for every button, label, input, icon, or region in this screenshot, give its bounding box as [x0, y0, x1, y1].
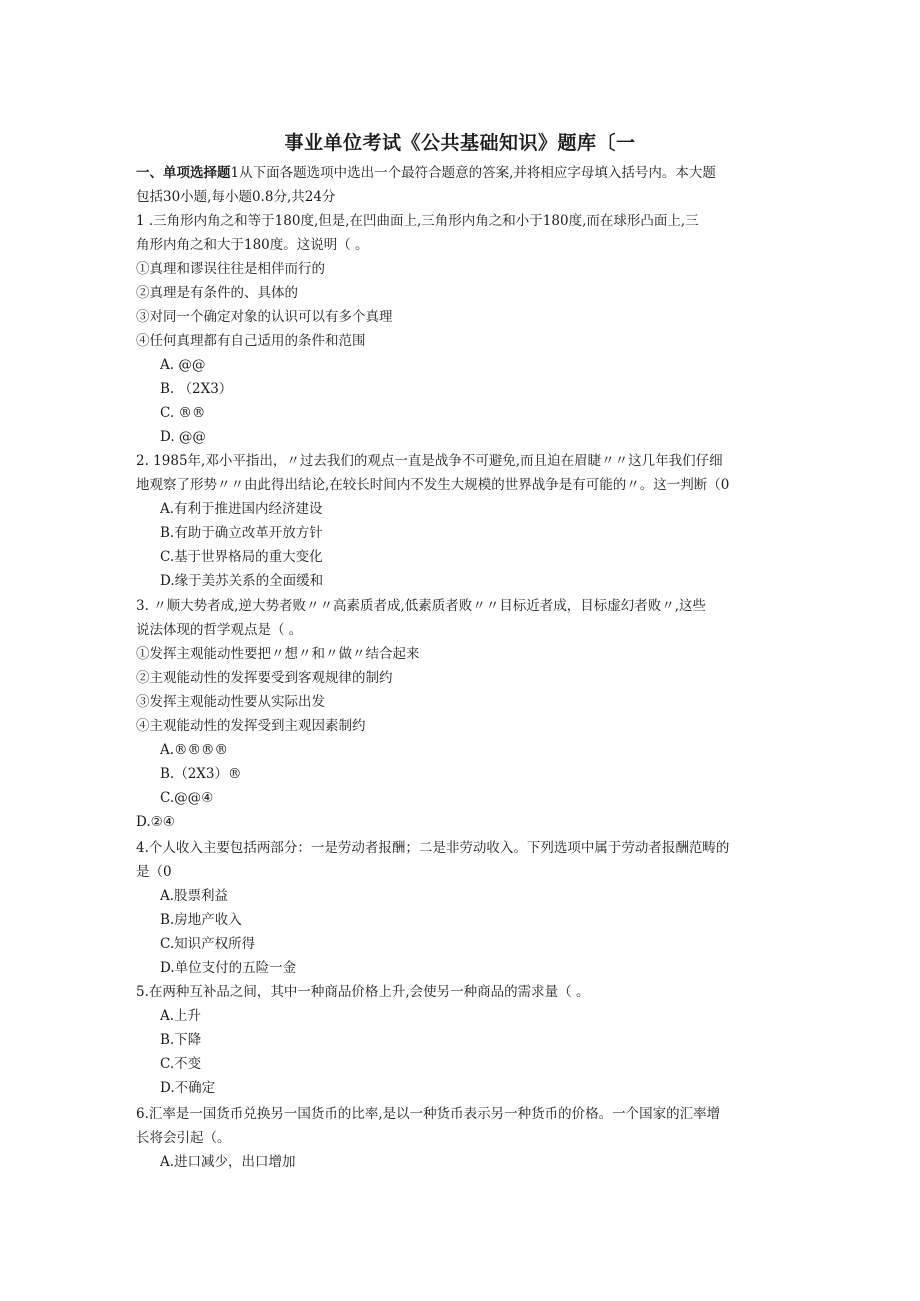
q2-option-c: C.基于世界格局的重大变化 [160, 549, 323, 565]
q1-statement: ①真理和谬误往往是相伴而行的 [136, 261, 325, 277]
q4-option-b: B.房地产收入 [160, 912, 242, 928]
q1-statement: ④任何真理都有自己适用的条件和范围 [136, 333, 366, 349]
q5-option-d: D.不确定 [160, 1080, 216, 1096]
q1-stem-line2: 角形内角之和大于180度。这说明（ 。 [136, 237, 369, 253]
q3-statement: ①发挥主观能动性要把〃想〃和〃做〃结合起来 [136, 646, 420, 662]
q3-statement: ③发挥主观能动性要从实际出发 [136, 694, 325, 710]
q5-option-b: B.下降 [160, 1032, 202, 1048]
q2-stem-line2: 地观察了形势〃〃由此得出结论,在较长时间内不发生大规模的世界战争是有可能的〃。这一判断（0 [136, 477, 730, 493]
q4-option-a: A.股票利益 [160, 888, 229, 904]
section-heading: 一、单项选择题 [136, 165, 231, 181]
q5-option-c: C.不变 [160, 1056, 202, 1072]
q4-option-c: C.知识产权所得 [160, 936, 256, 952]
q4-option-d: D.单位支付的五险一金 [160, 960, 297, 976]
q3-stem-line2: 说法体现的哲学观点是（ 。 [136, 622, 303, 638]
q6-option-a: A.进口减少，出口增加 [160, 1154, 296, 1170]
section-intro [136, 163, 716, 183]
section-intro-line2: 包括30小题,每小题0.8分,共24分 [136, 189, 336, 205]
q2-option-d: D.缘于美苏关系的全面缓和 [160, 573, 324, 589]
page-title: 事业单位考试《公共基础知识》题库〔一 [284, 132, 636, 154]
q1-option-a: A. @@ [160, 357, 206, 373]
q6-stem-line1: 6.汇率是一国货币兑换另一国货币的比率,是以一种货币表示另一种货币的价格。一个国家的汇率增 [136, 1106, 721, 1122]
q2-option-a: A.有利于推进国内经济建设 [160, 501, 323, 517]
q2-option-b: B.有助于确立改革开放方针 [160, 525, 323, 541]
q3-statement: ④主观能动性的发挥受到主观因素制约 [136, 718, 366, 734]
q5-option-a: A.上升 [160, 1008, 202, 1024]
q3-option-d: D.②④ [136, 814, 175, 830]
q3-stem-line1: 3. 〃顺大势者成,逆大势者败〃〃高素质者成,低素质者败〃〃目标近者成，目标虚幻者败〃,这些 [136, 598, 707, 614]
q1-statement: ②真理是有条件的、具体的 [136, 285, 298, 301]
q2-stem-line1: 2. 1985年,邓小平指出，〃过去我们的观点一直是战争不可避免,而且迫在眉睫〃〃这几年我们仔细 [136, 453, 723, 469]
q1-option-c: C. ®® [160, 405, 206, 421]
q1-statement: ③对同一个确定对象的认识可以有多个真理 [136, 309, 393, 325]
q3-option-c: C.@@④ [160, 790, 214, 806]
q1-stem-line1: 1 .三角形内角之和等于180度,但是,在凹曲面上,三角形内角之和小于180度,而在球形凸面上,三 [136, 213, 699, 229]
q5-stem: 5.在两种互补品之间，其中一种商品价格上升,会使另一种商品的需求量（ 。 [136, 984, 590, 1000]
q3-option-b: B.（2X3）® [160, 766, 242, 782]
q1-option-b: B. （2X3） [160, 381, 233, 397]
q3-statement: ②主观能动性的发挥要受到客观规律的制约 [136, 670, 393, 686]
q4-stem-line2: 是（0 [136, 864, 172, 880]
q3-option-a: A.®®®® [160, 742, 229, 758]
section-intro-text: 1从下面各题选项中选出一个最符合题意的答案,并将相应字母填入括号内。本大题 [230, 165, 716, 181]
q1-option-d: D. @@ [160, 429, 206, 445]
q6-stem-line2: 长将会引起（。 [136, 1130, 231, 1146]
q4-stem-line1: 4.个人收入主要包括两部分：一是劳动者报酬；二是非劳动收入。下列选项中属于劳动者报酬范畴的 [136, 840, 730, 856]
